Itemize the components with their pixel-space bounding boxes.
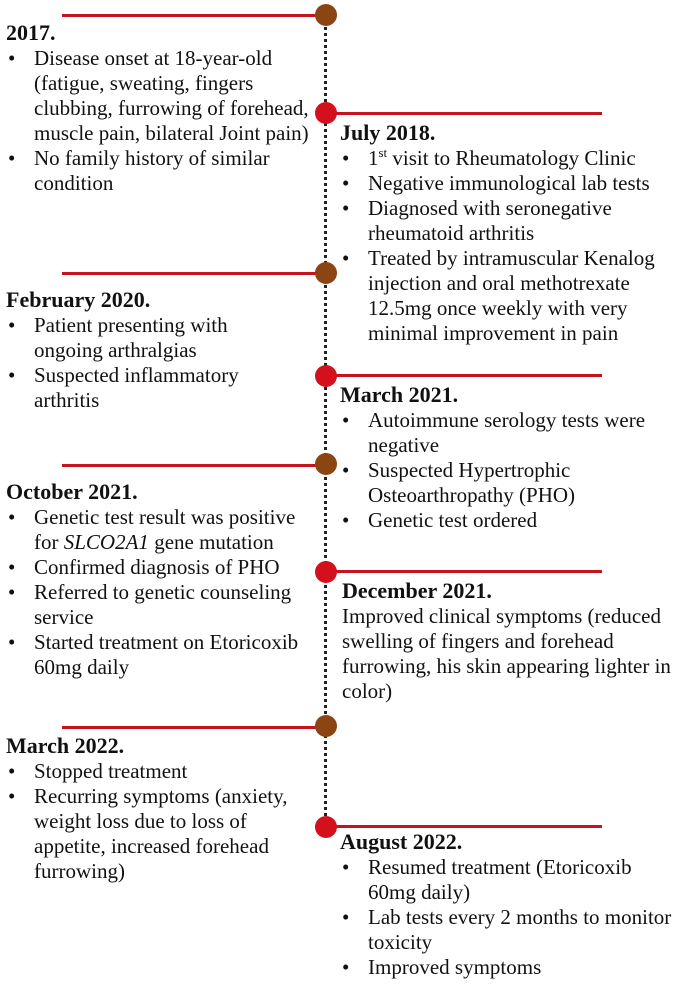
gene-name: SLCO2A1 bbox=[63, 530, 149, 554]
connector-2017 bbox=[62, 14, 326, 17]
marker-dec-2021 bbox=[315, 561, 337, 583]
event-mar-2022 bbox=[6, 733, 310, 884]
connector-mar-2021 bbox=[324, 374, 602, 377]
connector-oct-2021 bbox=[62, 464, 326, 467]
marker-mar-2022 bbox=[315, 715, 337, 737]
event-item: • Lab tests every 2 months to monitor toxicity bbox=[340, 905, 680, 955]
event-item: • Started treatment on Etoricoxib 60mg daily bbox=[6, 630, 310, 680]
event-title: December 2021. bbox=[342, 578, 492, 603]
marker-feb-2020 bbox=[315, 262, 337, 284]
marker-jul-2018 bbox=[315, 102, 337, 124]
event-2017 bbox=[6, 20, 310, 196]
event-item bbox=[340, 146, 690, 171]
event-item bbox=[6, 505, 310, 555]
event-oct-2021 bbox=[6, 479, 310, 680]
marker-2017 bbox=[315, 4, 337, 26]
marker-aug-2022 bbox=[315, 816, 337, 838]
event-item: • Recurring symptoms (anxiety, weight loss due to loss of appetite, increased forehead furrowing) bbox=[6, 784, 310, 884]
event-text: Improved clinical symptoms (reduced swelling of fingers and forehead furrowing, his skin appearing lighter in color) bbox=[342, 604, 671, 703]
event-item: • Genetic test ordered bbox=[340, 508, 688, 533]
event-item: • Improved symptoms bbox=[340, 955, 680, 980]
connector-feb-2020 bbox=[62, 272, 326, 275]
event-item: • Diagnosed with seronegative rheumatoid arthritis bbox=[340, 196, 690, 246]
event-item: • Suspected inflammatory arthritis bbox=[6, 363, 296, 413]
event-item: • Autoimmune serology tests were negative bbox=[340, 408, 688, 458]
marker-mar-2021 bbox=[315, 365, 337, 387]
event-item: • Patient presenting with ongoing arthralgias bbox=[6, 313, 296, 363]
connector-aug-2022 bbox=[324, 825, 602, 828]
event-dec-2021 bbox=[342, 578, 682, 704]
event-item: • Confirmed diagnosis of PHO bbox=[6, 555, 310, 580]
event-title: October 2021. bbox=[6, 479, 138, 504]
event-item: • Negative immunological lab tests bbox=[340, 171, 690, 196]
event-item-text: Genetic test result was positive for bbox=[34, 505, 296, 554]
event-item: • Suspected Hypertrophic Osteoarthropathy (PHO) bbox=[340, 458, 688, 508]
event-title: August 2022. bbox=[340, 829, 463, 854]
event-title: March 2022. bbox=[6, 733, 125, 758]
event-item: • No family history of similar condition bbox=[6, 146, 310, 196]
connector-jul-2018 bbox=[324, 112, 602, 115]
event-aug-2022 bbox=[340, 829, 680, 980]
event-item: • Resumed treatment (Etoricoxib 60mg daily) bbox=[340, 855, 680, 905]
event-title: February 2020. bbox=[6, 287, 151, 312]
connector-mar-2022 bbox=[62, 726, 326, 729]
event-title: March 2021. bbox=[340, 382, 459, 407]
event-mar-2021 bbox=[340, 382, 688, 533]
event-item-rest: visit to Rheumatology Clinic bbox=[387, 146, 636, 170]
marker-oct-2021 bbox=[315, 453, 337, 475]
connector-dec-2021 bbox=[324, 570, 602, 573]
event-item: • Treated by intramuscular Kenalog injection and oral methotrexate 12.5mg once weekly with very minimal improvement in pain bbox=[340, 246, 690, 346]
ordinal-suffix: st bbox=[378, 145, 388, 160]
event-item: • Disease onset at 18-year-old (fatigue, sweating, fingers clubbing, furrowing of forehead, muscle pain, bilateral Joint pain) bbox=[6, 46, 310, 146]
event-item: • Stopped treatment bbox=[6, 759, 310, 784]
ordinal-number: 1 bbox=[368, 146, 379, 170]
event-title: July 2018. bbox=[340, 120, 436, 145]
event-jul-2018 bbox=[340, 120, 690, 346]
event-feb-2020 bbox=[6, 287, 296, 413]
event-title: 2017. bbox=[6, 20, 56, 45]
timeline-axis bbox=[324, 14, 327, 834]
event-item-text: gene mutation bbox=[148, 530, 274, 554]
event-item: • Referred to genetic counseling service bbox=[6, 580, 310, 630]
